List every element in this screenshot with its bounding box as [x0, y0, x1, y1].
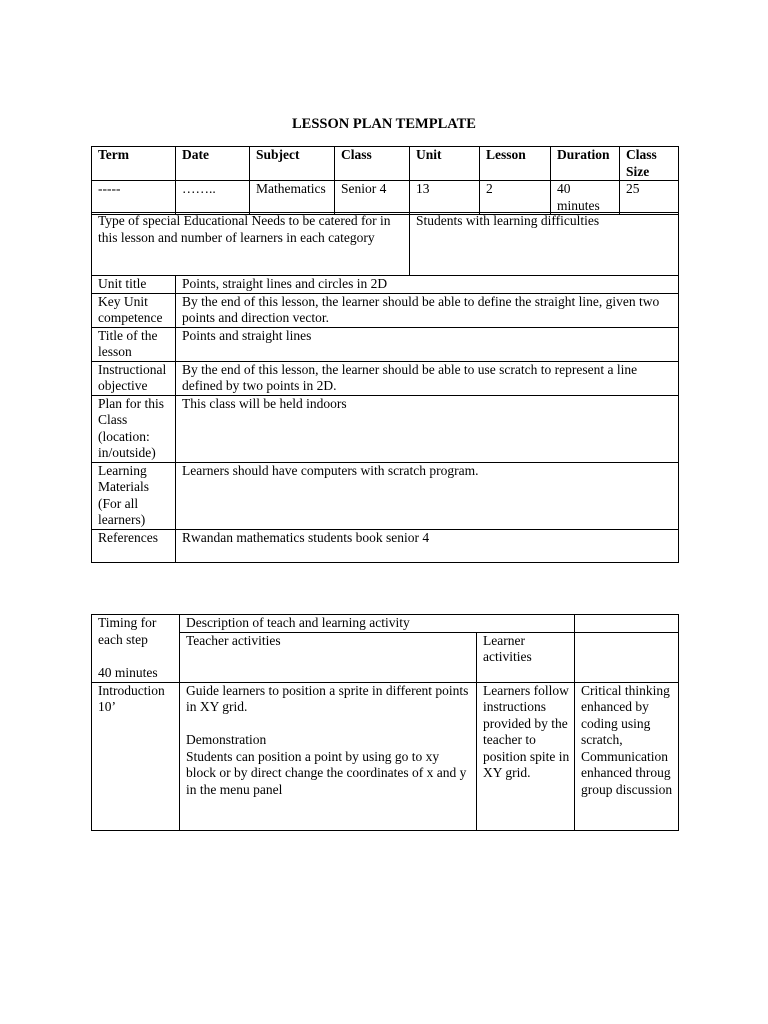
value-date: …….. [176, 181, 250, 215]
detail-row [92, 529, 679, 562]
lesson-title-value: Points and straight lines [176, 327, 679, 361]
header-row [92, 147, 679, 181]
detail-row [92, 293, 679, 327]
learning-materials-label: Learning Materials (For all learners) [92, 462, 176, 529]
header-lesson: Lesson [480, 147, 551, 181]
detail-row [92, 395, 679, 462]
activities-table [91, 614, 679, 831]
unit-title-label: Unit title [92, 276, 176, 294]
lesson-title-label: Title of the lesson [92, 327, 176, 361]
activity-teacher: Guide learners to position a sprite in different points in XY grid. Demonstration Students can position a point by using go to xy block or by direct change the coordinates of x and y in the menu panel [180, 682, 477, 830]
value-unit: 13 [410, 181, 480, 215]
lesson-details-table [91, 275, 679, 563]
lesson-header-table [91, 146, 679, 215]
instructional-objective-label: Instructional objective [92, 361, 176, 395]
class-plan-value: This class will be held indoors [176, 395, 679, 462]
special-needs-row [92, 213, 679, 276]
class-plan-label: Plan for this Class (location: in/outside) [92, 395, 176, 462]
value-duration: 40 minutes [551, 181, 620, 215]
description-header: Description of teach and learning activity [180, 615, 575, 633]
key-competence-label: Key Unit competence [92, 293, 176, 327]
value-term: ----- [92, 181, 176, 215]
header-date: Date [176, 147, 250, 181]
document-title: LESSON PLAN TEMPLATE [292, 116, 476, 132]
teacher-activities-header: Teacher activities [180, 632, 477, 682]
header-duration: Duration [551, 147, 620, 181]
special-needs-label: Type of special Educational Needs to be catered for in this lesson and number of learners in each category [92, 213, 410, 276]
header-values-row [92, 181, 679, 215]
activities-header-row [92, 615, 679, 633]
header-unit: Unit [410, 147, 480, 181]
value-subject: Mathematics [250, 181, 335, 215]
value-class: Senior 4 [335, 181, 410, 215]
instructional-objective-value: By the end of this lesson, the learner should be able to use scratch to represent a line defined by two points in 2D. [176, 361, 679, 395]
value-lesson: 2 [480, 181, 551, 215]
value-class-size: 25 [620, 181, 679, 215]
special-needs-table [91, 212, 679, 276]
timing-header: Timing for each step 40 minutes [92, 615, 180, 683]
activity-learner: Learners follow instructions provided by the teacher to position spite in XY grid. [477, 682, 575, 830]
detail-row [92, 462, 679, 529]
key-competence-value: By the end of this lesson, the learner should be able to define the straight line, given two points and direction vector. [176, 293, 679, 327]
activity-competences: Critical thinking enhanced by coding using scratch, Communication enhanced throug group discussion [575, 682, 679, 830]
header-subject: Subject [250, 147, 335, 181]
header-class: Class [335, 147, 410, 181]
empty-subheader-cell [575, 632, 679, 682]
learning-materials-value: Learners should have computers with scratch program. [176, 462, 679, 529]
empty-header-cell [575, 615, 679, 633]
special-needs-value: Students with learning difficulties [410, 213, 679, 276]
references-label: References [92, 529, 176, 562]
detail-row [92, 361, 679, 395]
activity-timing: Introduction 10’ [92, 682, 180, 830]
learner-activities-header: Learner activities [477, 632, 575, 682]
detail-row [92, 276, 679, 294]
activities-subheader-row [92, 632, 679, 682]
unit-title-value: Points, straight lines and circles in 2D [176, 276, 679, 294]
detail-row [92, 327, 679, 361]
activity-row [92, 682, 679, 830]
references-value: Rwandan mathematics students book senior 4 [176, 529, 679, 562]
header-term: Term [92, 147, 176, 181]
header-class-size: Class Size [620, 147, 679, 181]
